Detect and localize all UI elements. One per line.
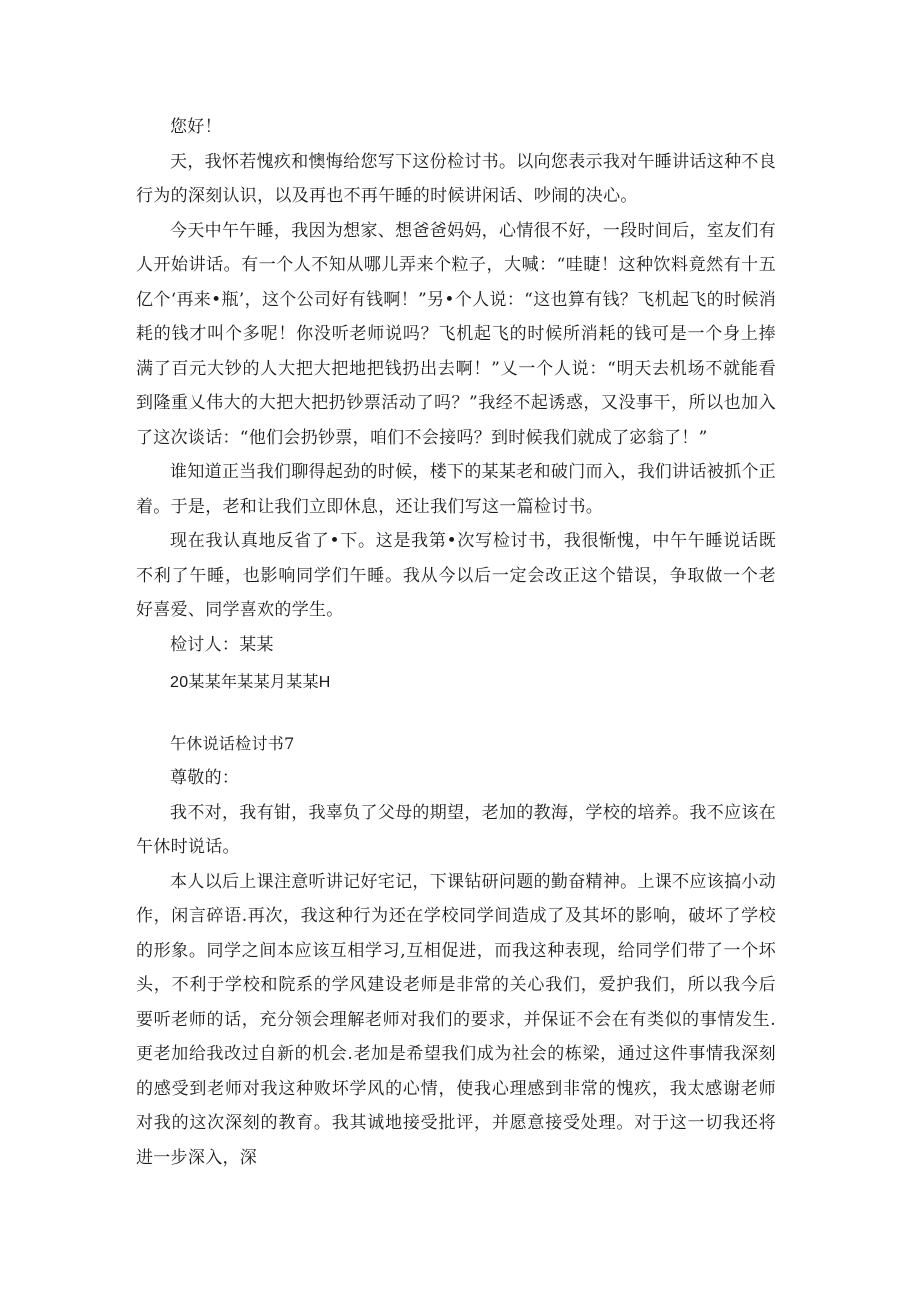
letter-one-greeting: 您好！ [170, 117, 222, 137]
letter-one-paragraph: 现在我认真地反省了•下。这是我第•次写检讨书，我很惭愧，中午午睡说话既不利了午睡，也影响同学们午睡。我从今以后一定会改正这个错误，争取做一个老好喜爱、同学喜欢的学生。 [136, 531, 776, 620]
letter-one [136, 110, 776, 701]
letter-two [136, 727, 776, 1176]
letter-one-paragraph: 谁知道正当我们聊得起劲的时候，楼下的某某老和破门而入，我们讲话被抓个正着。于是，老和让我们立即休息，还让我们写这一篇检讨书。 [136, 462, 776, 517]
document-body [136, 110, 776, 1175]
letter-two-greeting: 尊敬的： [170, 768, 240, 788]
letter-two-paragraph: 我不对，我有钳，我辜负了父母的期望，老加的教海，学校的培养。我不应该在午休时说话。 [136, 802, 776, 857]
letter-two-title: 午休说话检讨书7 [170, 733, 295, 753]
letter-one-paragraph: 天，我怀若愧疚和懊悔给您写下这份检讨书。以向您表示我对午睡讲话这种不良行为的深刻认识，以及再也不再午睡的时候讲闲话、吵闹的决心。 [136, 151, 776, 206]
letter-one-paragraph: 今天中午午睡，我因为想家、想爸爸妈妈，心情很不好，一段时间后，室友们有人开始讲话。有一个人不知从哪儿弄来个粒子，大喊：“哇睫！这种饮料竟然有十五亿个‘再来•瓶’，这个公司好有钱啊！”另•个人说：“这也算有钱？飞机起飞的时候消耗的钱才叫个多呢！你没听老师说吗？飞机起飞的时候所消耗的钱可是一个身上捧满了百元大钞的人大把大把地把钱扔出去啊！”乂一个人说：“明天去机场不就能看到隆重乂伟大的大把大把扔钞票活动了吗？”我经不起诱惑，又没事干，所以也加入了这次谈话：“他们会扔钞票，咱们不会接吗？到时候我们就成了宓翁了！” [136, 220, 776, 448]
letter-one-signature: 检讨人：某某 [170, 634, 274, 655]
letter-one-date: 20某某年某某月某某H [170, 674, 331, 691]
letter-two-paragraph: 本人以后上课注意听讲记好宅记，下课钻研问题的勤奋精神。上课不应该搞小动作，闲言碎语.再次，我这种行为还在学校同学间造成了及其坏的影响，破坏了学校的形象。同学之间本应该互相学习,互相促进，而我这种表现，给同学们带了一个坏头，不利于学校和院系的学风建设老师是非常的关心我们，爱护我们，所以我今后要听老师的话，充分领会理解老师对我们的要求，并保证不会在有类似的事情发生.更老加给我改过自新的机会.老加是希望我们成为社会的栋梁，通过这件事情我深刻的感受到老师对我这种败坏学风的心情，使我心理感到非常的愧疚，我太感谢老师对我的这次深刻的教育。我其诚地接受批评，并愿意接受处理。对于这一切我还将进一步深入，深 [136, 871, 776, 1168]
